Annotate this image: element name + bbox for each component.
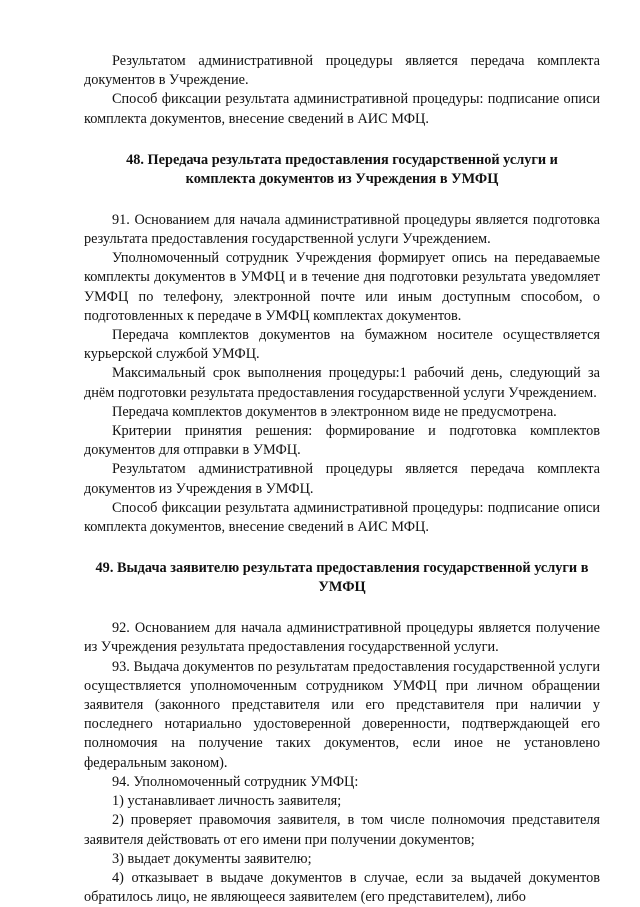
paragraph: Уполномоченный сотрудник Учреждения формирует опись на передаваемые комплекты документов в УМФЦ и в течение дня подготовки результата уведомляет УМФЦ по телефону, электронной почте или иным доступным способом, о подготовленных к передаче в УМФЦ комплектах документов. (84, 250, 600, 324)
paragraph: Передача комплектов документов в электронном виде не предусмотрена. (112, 403, 557, 420)
list-item: 2) проверяет правомочия заявителя, в том числе полномочия представителя заявителя действовать от его имени при получении документов; (84, 812, 600, 848)
paragraph: Результатом административной процедуры является передача комплекта документов из Учреждения в УМФЦ. (84, 461, 600, 497)
section-heading-49: 49. Выдача заявителю результата предоставления государственной услуги в УМФЦ (95, 560, 589, 596)
paragraph: Результатом административной процедуры является передача комплекта документов в Учреждение. (84, 53, 600, 89)
list-item: 3) выдает документы заявителю; (112, 850, 312, 867)
paragraph: 91. Основанием для начала административной процедуры является подготовка результата предоставления государственной услуги Учреждением. (84, 211, 600, 248)
section-heading-48: 48. Передача результата предоставления государственной услуги и комплекта документов из Учреждения в УМФЦ (126, 151, 558, 187)
paragraph: Передача комплектов документов на бумажном носителе осуществляется курьерской службой УМФЦ. (84, 327, 600, 363)
list-item: 1) устанавливает личность заявителя; (112, 793, 342, 810)
paragraph: Максимальный срок выполнения процедуры:1 рабочий день, следующий за днём подготовки результата предоставления государственной услуги Учреждением. (84, 365, 600, 401)
paragraph: Критерии принятия решения: формирование и подготовка комплектов документов для отправки в УМФЦ. (84, 423, 600, 459)
paragraph: Способ фиксации результата административной процедуры: подписание описи комплекта документов, внесение сведений в АИС МФЦ. (84, 499, 600, 536)
paragraph: Способ фиксации результата административной процедуры: подписание описи комплекта документов, внесение сведений в АИС МФЦ. (84, 91, 600, 127)
document-page (84, 52, 600, 907)
paragraph: 92. Основанием для начала административной процедуры является получение из Учреждения результата предоставления государственной услуги. (84, 620, 600, 656)
paragraph: 94. Уполномоченный сотрудник УМФЦ: (112, 773, 359, 790)
list-item: 4) отказывает в выдаче документов в случае, если за выдачей документов обратилось лицо, не являющееся заявителем (его представителем), либо (84, 869, 600, 906)
paragraph: 93. Выдача документов по результатам предоставления государственной услуги осуществляется уполномоченным сотрудником УМФЦ при личном обращении заявителя (законного представителя или его представителя при наличии у последнего нотариально удостоверенной доверенности, подтверждающей его полномочия на получение таких документов, если иное не установлено федеральным законом). (84, 658, 600, 771)
